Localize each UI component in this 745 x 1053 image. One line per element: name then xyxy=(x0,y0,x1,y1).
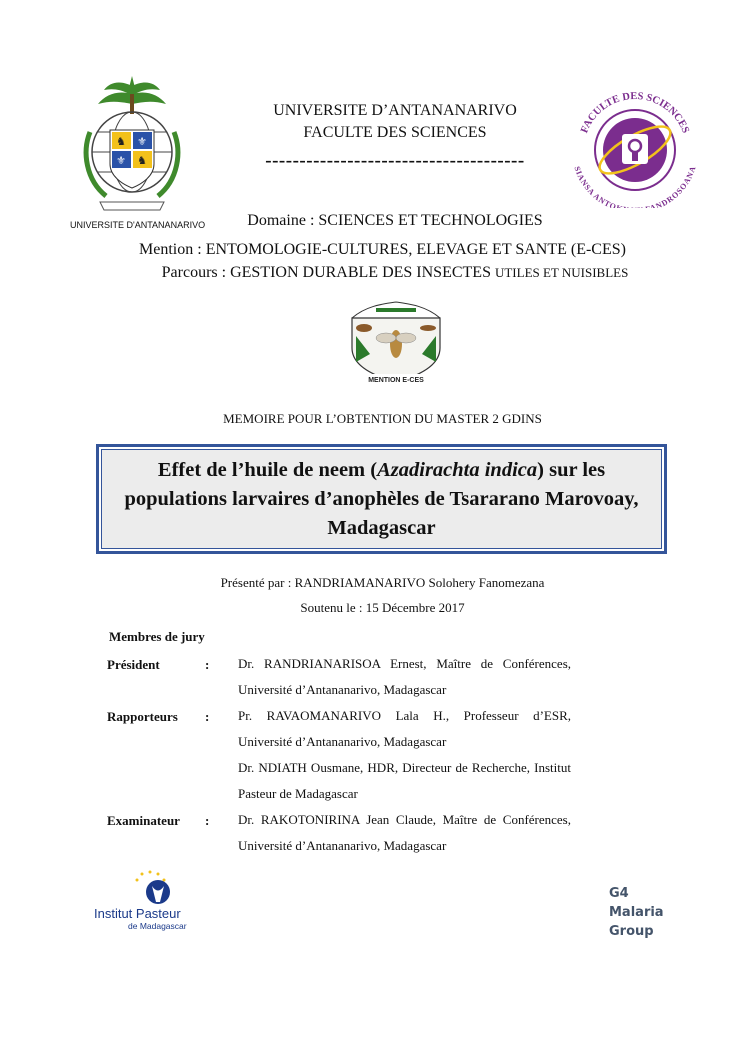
title-part-2: ) sur les populations larvaires d’anophèles de Tsararano Marovoay, Madagascar xyxy=(124,458,639,539)
ipm-name: Institut Pasteur xyxy=(94,906,181,921)
jury-colon: : xyxy=(205,709,210,724)
institut-pasteur-logo xyxy=(92,866,202,936)
faculty-logo-bottom-text: SIANSA ANTO ANDROSOANA xyxy=(572,165,698,208)
jury-examinateur-details: Dr. RAKOTONIRINA Jean Claude, Maître de Conférences, Université d’Antananarivo, Madagascar xyxy=(238,812,571,853)
mention-logo-caption: MENTION E-CES xyxy=(368,377,424,384)
domain-line: Domaine : SCIENCES ET TECHNOLOGIES xyxy=(247,212,543,229)
g4-line-1: G4 xyxy=(609,886,629,901)
university-logo-caption: UNIVERSITE D'ANTANANARIVO xyxy=(70,220,206,230)
mention-line: Mention : ENTOMOLOGIE-CULTURES, ELEVAGE ET SANTE (E-CES) xyxy=(139,241,626,258)
g4-line-2: Malaria xyxy=(609,905,664,920)
university-logo xyxy=(70,72,195,234)
thesis-title xyxy=(101,449,662,549)
jury-heading: Membres de jury xyxy=(109,629,205,644)
ipm-location: de Madagascar xyxy=(128,921,187,931)
jury-colon: : xyxy=(205,657,210,672)
parcours-line xyxy=(0,264,745,282)
g4-malaria-group-logo xyxy=(609,884,664,941)
memoire-heading: MEMOIRE POUR L’OBTENTION DU MASTER 2 GDINS xyxy=(223,411,542,426)
jury-role-president: Président xyxy=(107,657,160,672)
svg-text:⚜: ⚜ xyxy=(116,155,126,167)
jury-role-rapporteurs: Rapporteurs xyxy=(107,709,178,724)
jury-role-examinateur: Examinateur xyxy=(107,813,180,828)
svg-text:♞: ♞ xyxy=(137,155,147,167)
svg-text:♞: ♞ xyxy=(116,136,126,148)
faculty-logo-top-text: FACULTE DES SCIENCES xyxy=(579,90,691,135)
title-species: Azadirachta indica xyxy=(377,458,538,481)
header-separator: -------------------------------------- xyxy=(265,150,525,171)
parcours-prefix: Parcours : GESTION DURABLE DES INSECTES xyxy=(161,264,495,281)
jury-rapporteur-1-details: Pr. RAVAOMANARIVO Lala H., Professeur d’ESR, Université d’Antananarivo, Madagascar xyxy=(238,708,571,749)
g4-line-3: Group xyxy=(609,924,654,939)
university-name: UNIVERSITE D’ANTANANARIVO xyxy=(273,102,517,119)
title-part-1: Effet de l’huile de neem ( xyxy=(157,458,378,481)
thesis-title-box xyxy=(96,444,667,554)
faculty-name: FACULTE DES SCIENCES xyxy=(303,124,487,141)
jury-president-details: Dr. RANDRIANARISOA Ernest, Maître de Conférences, Université d’Antananarivo, Madagascar xyxy=(238,656,571,697)
svg-text:⚜: ⚜ xyxy=(137,136,147,148)
jury-rapporteur-2-details: Dr. NDIATH Ousmane, HDR, Directeur de Recherche, Institut Pasteur de Madagascar xyxy=(238,760,571,801)
jury-colon: : xyxy=(205,813,210,828)
parcours-suffix: UTILES ET NUISIBLES xyxy=(494,265,629,280)
mention-eces-logo xyxy=(346,296,446,386)
defense-date: Soutenu le : 15 Décembre 2017 xyxy=(300,600,465,615)
presented-by: Présenté par : RANDRIAMANARIVO Solohery Fanomezana xyxy=(220,575,545,590)
